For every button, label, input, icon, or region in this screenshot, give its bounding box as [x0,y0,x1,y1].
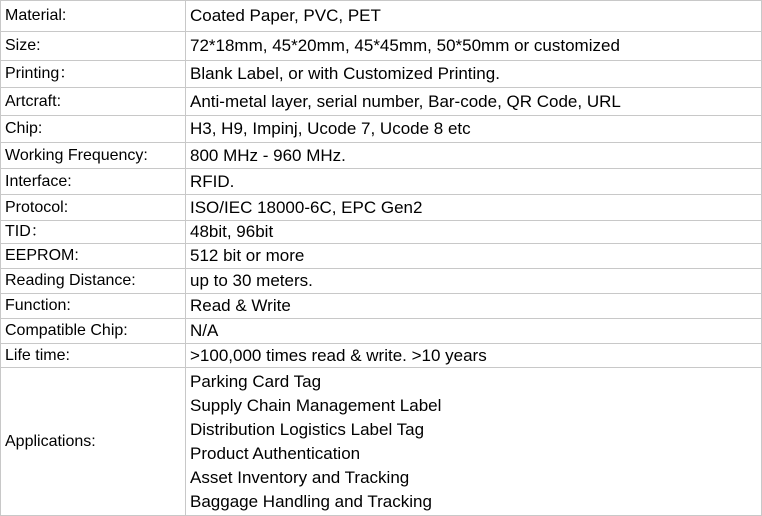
list-item: Baggage Handling and Tracking [190,491,432,511]
spec-label: Working Frequency: [1,143,186,169]
spec-label: Function: [1,294,186,319]
spec-row-artcraft [1,88,762,116]
spec-label: Artcraft: [1,88,186,116]
spec-row-printing [1,61,762,88]
spec-value: 72*18mm, 45*20mm, 45*45mm, 50*50mm or customized [186,32,762,61]
spec-label: Material: [1,1,186,32]
spec-label: Compatible Chip: [1,319,186,344]
spec-row-eeprom [1,244,762,269]
spec-value: Coated Paper, PVC, PET [186,1,762,32]
spec-row-life-time [1,344,762,368]
spec-value: up to 30 meters. [186,269,762,294]
spec-value: 512 bit or more [186,244,762,269]
spec-label: Chip: [1,116,186,143]
spec-row-applications [1,368,762,516]
spec-value: Anti-metal layer, serial number, Bar-code, QR Code, URL [186,88,762,116]
spec-value: ISO/IEC 18000-6C, EPC Gen2 [186,195,762,221]
spec-row-material [1,1,762,32]
applications-list [186,368,762,516]
spec-label: Applications: [1,368,186,516]
spec-row-tid [1,221,762,244]
spec-label: Interface: [1,169,186,195]
spec-row-chip [1,116,762,143]
spec-row-protocol [1,195,762,221]
spec-value: Blank Label, or with Customized Printing. [186,61,762,88]
spec-label: EEPROM: [1,244,186,269]
list-item: Parking Card Tag [190,371,322,391]
list-item: Supply Chain Management Label [190,395,442,415]
spec-value: RFID. [186,169,762,195]
spec-label: TID： [1,221,186,244]
list-item: Product Authentication [190,443,361,463]
list-item: Distribution Logistics Label Tag [190,419,425,439]
spec-value: 48bit, 96bit [186,221,762,244]
spec-value: N/A [186,319,762,344]
spec-value: H3, H9, Impinj, Ucode 7, Ucode 8 etc [186,116,762,143]
spec-value: 800 MHz - 960 MHz. [186,143,762,169]
spec-row-interface [1,169,762,195]
spec-value: >100,000 times read & write. >10 years [186,344,762,368]
spec-row-size [1,32,762,61]
spec-label: Printing： [1,61,186,88]
list-item: Asset Inventory and Tracking [190,467,410,487]
spec-label: Reading Distance: [1,269,186,294]
spec-row-compatible-chip [1,319,762,344]
spec-label: Protocol: [1,195,186,221]
spec-label: Life time: [1,344,186,368]
spec-value: Read & Write [186,294,762,319]
spec-row-reading-distance [1,269,762,294]
spec-row-working-frequency [1,143,762,169]
spec-label: Size: [1,32,186,61]
spec-row-function [1,294,762,319]
